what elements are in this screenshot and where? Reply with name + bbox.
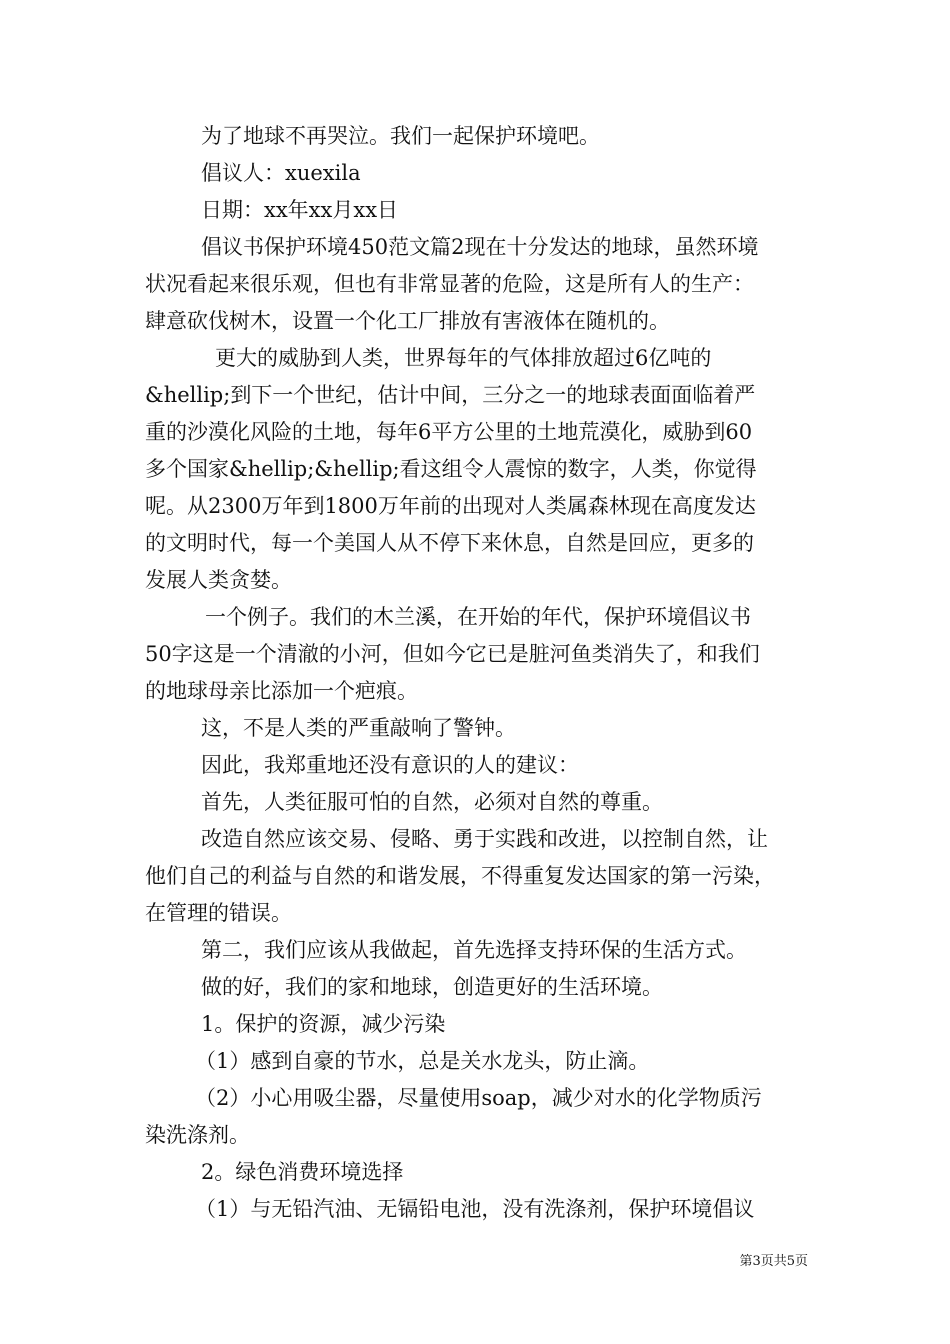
text-line: 日期：xx年xx月xx日 <box>201 198 399 222</box>
text-line: 为了地球不再哭泣。我们一起保护环境吧。 <box>201 124 600 148</box>
paragraph-example <box>145 599 810 710</box>
text-line: （1）与无铅汽油、无镉铅电池，没有洗涤剂，保护环境倡议 <box>195 1197 755 1221</box>
text-line: 在管理的错误。 <box>145 901 292 925</box>
text-line: 因此，我郑重地还没有意识的人的建议： <box>201 753 579 777</box>
text-line: 的文明时代，每一个美国人从不停下来休息，自然是回应，更多的 <box>145 531 754 555</box>
text-line: 一个例子。我们的木兰溪，在开始的年代，保护环境倡议书 <box>205 605 751 629</box>
paragraph-threat <box>145 340 810 599</box>
list-heading-1 <box>145 1006 810 1043</box>
text-line: （1）感到自豪的节水，总是关水龙头，防止滴。 <box>195 1049 650 1073</box>
paragraph-proposer <box>145 155 810 192</box>
text-line: 多个国家&hellip;&hellip;看这组令人震惊的数字，人类，你觉得 <box>145 457 757 481</box>
text-line: 的地球母亲比添加一个疤痕。 <box>145 679 418 703</box>
page-number: 第3页共5页 <box>739 1254 808 1269</box>
text-line: 这，不是人类的严重敲响了警钟。 <box>201 716 516 740</box>
text-line: （2）小心用吸尘器，尽量使用soap，减少对水的化学物质污 <box>195 1086 762 1110</box>
text-line: 重的沙漠化风险的土地，每年6平方公里的土地荒漠化，威胁到60 <box>145 420 753 444</box>
text-line: 做的好，我们的家和地球，创造更好的生活环境。 <box>201 975 663 999</box>
text-line: 50字这是一个清澈的小河，但如今它已是脏河鱼类消失了，和我们 <box>145 642 760 666</box>
text-line: 2。绿色消费环境选择 <box>201 1160 404 1184</box>
text-line: 他们自己的利益与自然的和谐发展，不得重复发达国家的第一污染， <box>145 864 775 888</box>
text-line: 第二，我们应该从我做起，首先选择支持环保的生活方式。 <box>201 938 747 962</box>
paragraph-second <box>145 932 810 969</box>
text-line: 状况看起来很乐观，但也有非常显著的危险，这是所有人的生产： <box>145 272 754 296</box>
paragraph-transform <box>145 821 810 932</box>
text-line: 改造自然应该交易、侵略、勇于实践和改进，以控制自然，让 <box>201 827 768 851</box>
text-line: 发展人类贪婪。 <box>145 568 292 592</box>
text-line: 首先，人类征服可怕的自然，必须对自然的尊重。 <box>201 790 663 814</box>
paragraph-intro <box>145 229 810 340</box>
paragraph-first <box>145 784 810 821</box>
text-line: 倡议人：xuexila <box>201 161 361 185</box>
paragraph-date <box>145 192 810 229</box>
paragraph-do-well <box>145 969 810 1006</box>
paragraph-closing <box>145 118 810 155</box>
text-line: 染洗涤剂。 <box>145 1123 250 1147</box>
document-body <box>145 118 810 1228</box>
list-item-2-1 <box>145 1191 810 1228</box>
list-item-1-2 <box>145 1080 810 1154</box>
text-line: 倡议书保护环境450范文篇2现在十分发达的地球，虽然环境 <box>201 235 759 259</box>
text-line: 呢。从2300万年到1800万年前的出现对人类属森林现在高度发达 <box>145 494 756 518</box>
text-line: 肆意砍伐树木，设置一个化工厂排放有害液体在随机的。 <box>145 309 670 333</box>
text-line: 更大的威胁到人类，世界每年的气体排放超过6亿吨的 <box>215 346 712 370</box>
paragraph-alarm <box>145 710 810 747</box>
paragraph-therefore <box>145 747 810 784</box>
list-heading-2 <box>145 1154 810 1191</box>
list-item-1-1 <box>145 1043 810 1080</box>
text-line: &hellip;到下一个世纪，估计中间，三分之一的地球表面面临着严 <box>145 383 756 407</box>
text-line: 1。保护的资源，减少污染 <box>201 1012 446 1036</box>
